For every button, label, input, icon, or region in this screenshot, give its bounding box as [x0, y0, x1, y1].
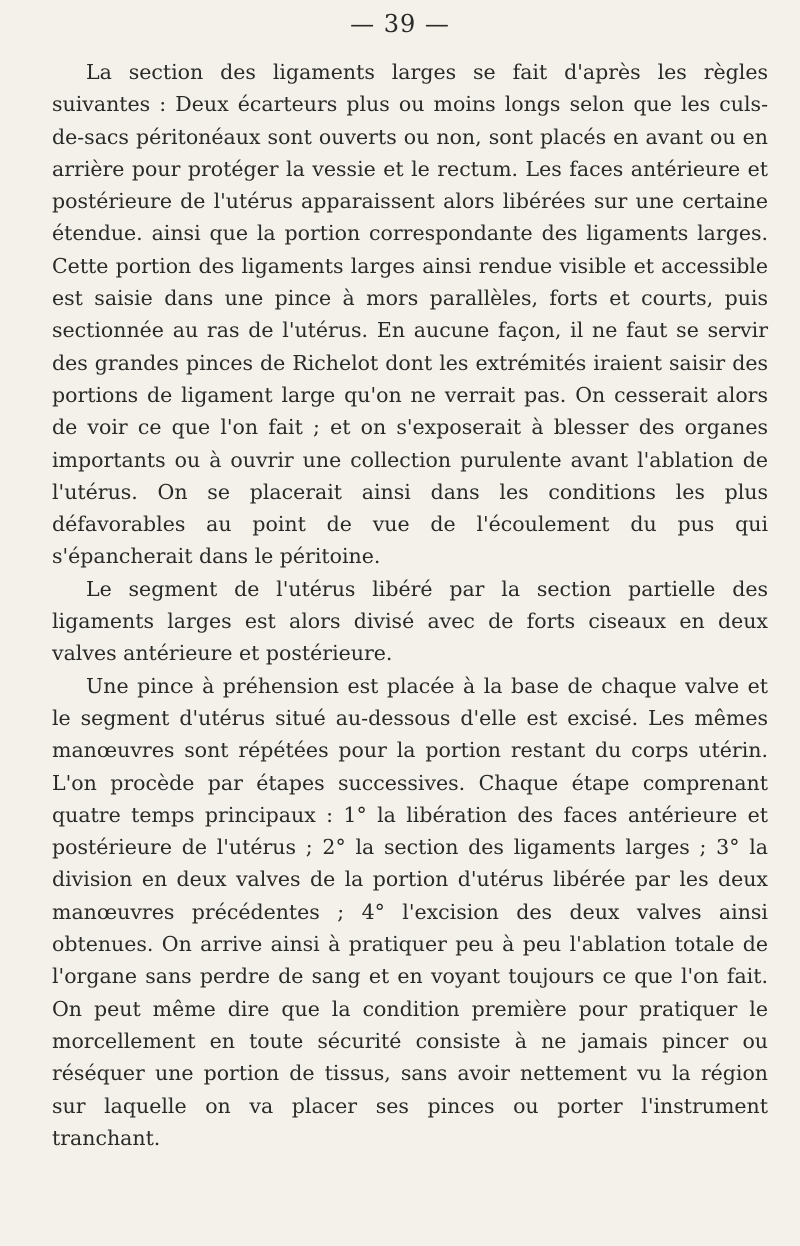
paragraph-ligament-section: La section des ligaments larges se fait d'après les règles suivantes : Deux écarteurs plus ou moins longs selon que les culs-de-sacs péritonéaux sont ouverts ou non, sont placés en avant ou en arrière pour protéger la vessie et le rectum. Les faces antérieure et postérieure de l'utérus apparaissent alors libérées sur une certaine étendue. ainsi que la portion correspondante des ligaments larges. Cette portion des ligaments larges ainsi rendue visible et accessible est saisie dans une pince à mors parallèles, forts et courts, puis sectionnée au ras de l'utérus. En aucune façon, il ne faut se servir des grandes pinces de Richelot dont les extrémités iraient saisir des portions de ligament large qu'on ne verrait pas. On cesserait alors de voir ce que l'on fait ; et on s'exposerait à blesser des organes importants ou à ouvrir une collection purulente avant l'ablation de l'utérus. On se placerait ainsi dans les conditions les plus défavorables au point de vue de l'écoulement du pus qui s'épancherait dans le péritoine.: [52, 60, 768, 569]
page-number: — 39 —: [350, 10, 450, 38]
paragraph-uterus-division: Le segment de l'utérus libéré par la section partielle des ligaments larges est alors divisé avec de forts ciseaux en deux valves antérieure et postérieure.: [52, 576, 768, 666]
paragraph-excision-steps: Une pince à préhension est placée à la base de chaque valve et le segment d'utérus situé au-dessous d'elle est excisé. Les mêmes manœuvres sont répétées pour la portion restant du corps utérin. L'on procède par étapes successives. Chaque étape comprenant quatre temps principaux : 1° la libération des faces antérieure et postérieure de l'utérus ; 2° la section des ligaments larges ; 3° la division en deux valves de la portion d'utérus libérée par les deux manœuvres précédentes ; 4° l'excision des deux valves ainsi obtenues. On arrive ainsi à pratiquer peu à peu l'ablation totale de l'organe sans perdre de sang et en voyant toujours ce que l'on fait. On peut même dire que la condition première pour pratiquer le morcellement en toute sécurité consiste à ne jamais pincer ou réséquer une portion de tissus, sans avoir nettement vu la région sur laquelle on va placer ses pinces ou porter l'instrument tranchant.: [52, 673, 768, 1150]
body-text: [52, 56, 768, 1154]
